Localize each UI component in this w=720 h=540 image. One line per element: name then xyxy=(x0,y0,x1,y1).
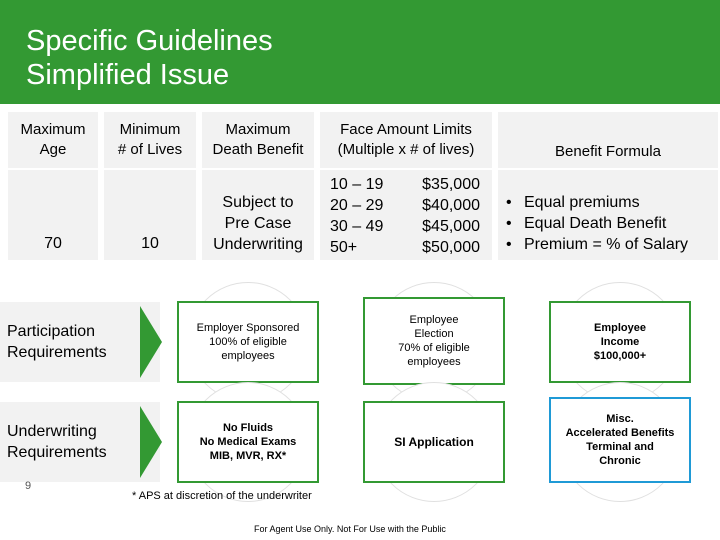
underwriting-fluids-box: No Fluids No Medical Exams MIB, MVR, RX* xyxy=(177,401,319,483)
cell-min-lives: 10 xyxy=(104,170,196,260)
benefit-formula-list xyxy=(506,192,688,255)
cell-benefit-formula xyxy=(498,170,718,260)
header-face-amount: Face Amount Limits (Multiple x # of lives) xyxy=(320,112,492,168)
slide-header xyxy=(0,0,720,104)
cell-face-amount xyxy=(320,170,492,260)
face-amount-row: 50+ $50,000 xyxy=(330,239,480,256)
face-amount-row: 10 – 19 $35,000 xyxy=(330,176,480,193)
title-line-2: Simplified Issue xyxy=(26,59,230,91)
title-line-1: Specific Guidelines xyxy=(26,25,273,57)
underwriting-label: Underwriting Requirements xyxy=(0,402,160,482)
face-amount-row: 20 – 29 $40,000 xyxy=(330,197,480,214)
footnote: * APS at discretion of the underwriter xyxy=(132,490,312,502)
header-max-death-benefit: Maximum Death Benefit xyxy=(202,112,314,168)
cell-max-death-benefit: Subject to Pre Case Underwriting xyxy=(202,170,314,260)
list-item: • Equal Death Benefit xyxy=(506,213,688,234)
slide-title xyxy=(26,24,273,92)
list-item: • Equal premiums xyxy=(506,192,688,213)
participation-employer-box: Employer Sponsored 100% of eligible employees xyxy=(177,301,319,383)
participation-label: Participation Requirements xyxy=(0,302,160,382)
arrow-right-icon xyxy=(140,306,162,378)
participation-income-box: Employee Income $100,000+ xyxy=(549,301,691,383)
page-number: 9 xyxy=(25,480,32,492)
participation-employee-box: Employee Election 70% of eligible employees xyxy=(363,297,505,385)
face-amount-row: 30 – 49 $45,000 xyxy=(330,218,480,235)
list-item: • Premium = % of Salary xyxy=(506,234,688,255)
disclaimer: For Agent Use Only. Not For Use with the Public xyxy=(254,524,446,534)
header-max-age: Maximum Age xyxy=(8,112,98,168)
header-benefit-formula: Benefit Formula xyxy=(498,112,718,168)
cell-max-age: 70 xyxy=(8,170,98,260)
arrow-right-icon xyxy=(140,406,162,478)
header-min-lives: Minimum # of Lives xyxy=(104,112,196,168)
underwriting-application-box: SI Application xyxy=(363,401,505,483)
underwriting-misc-box: Misc. Accelerated Benefits Terminal and Chronic xyxy=(549,397,691,483)
